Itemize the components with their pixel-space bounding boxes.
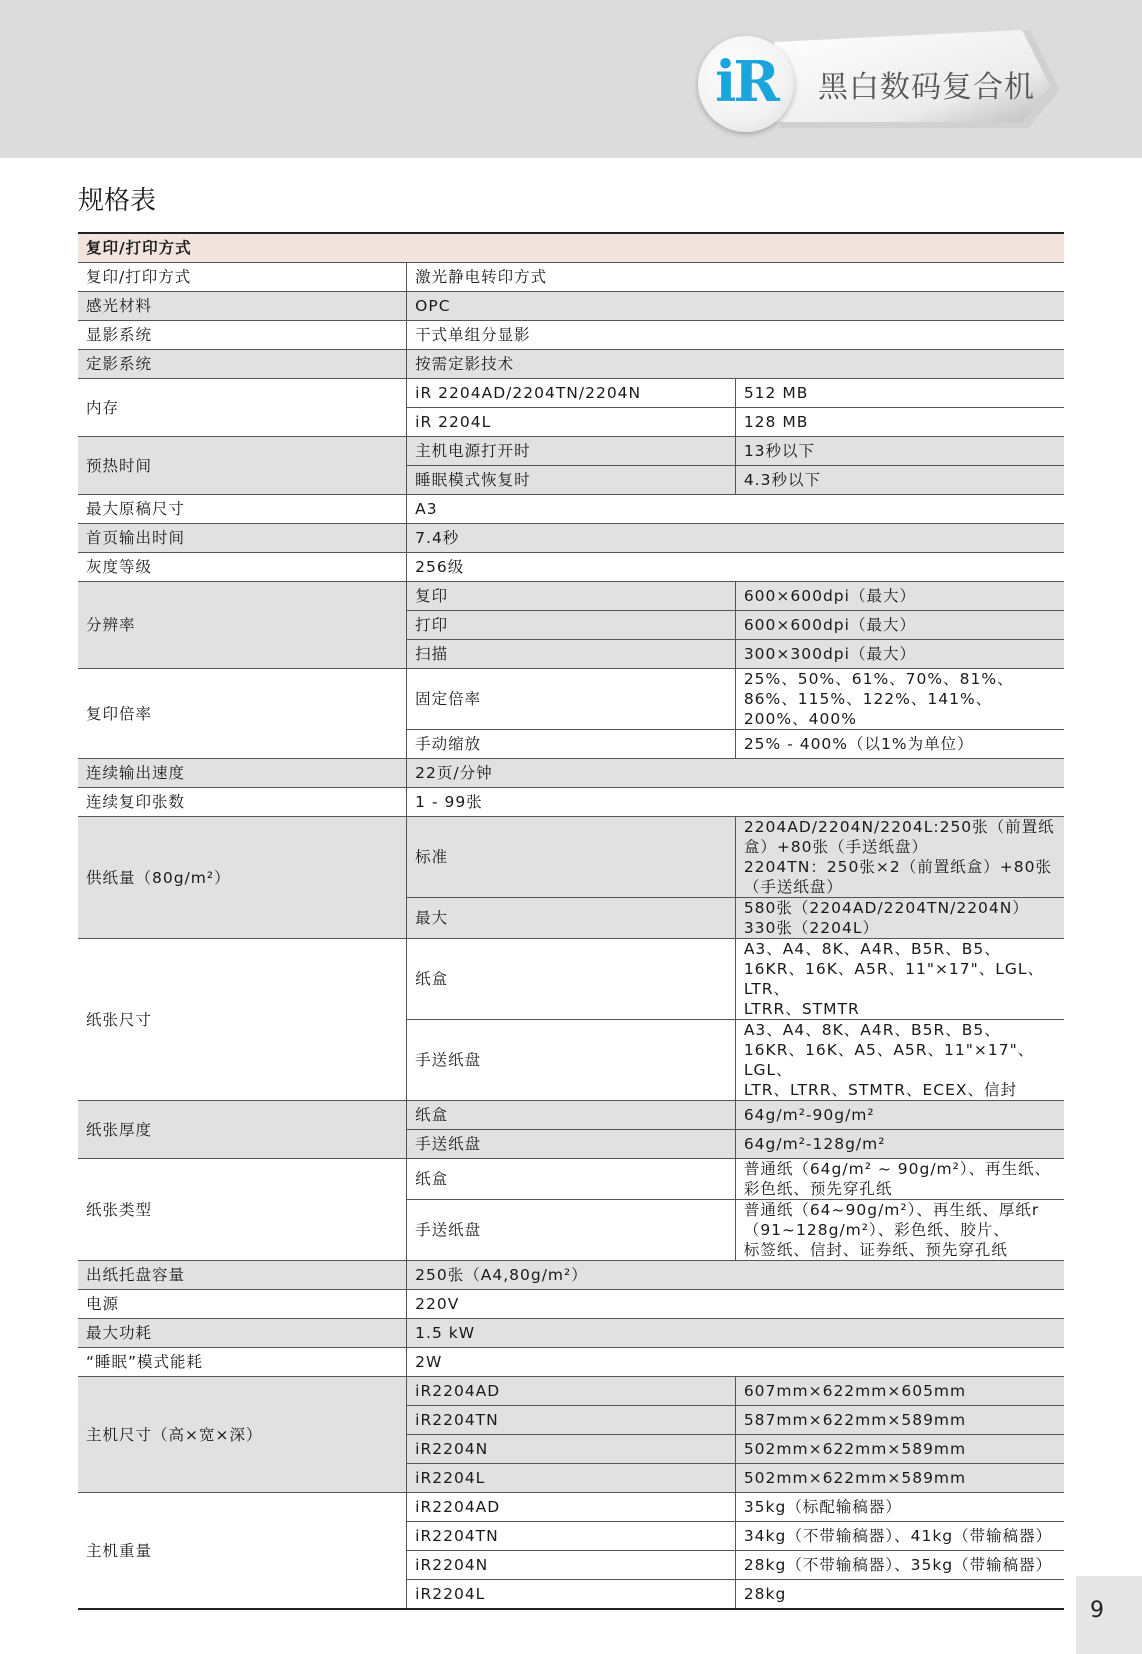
row-label: 最大原稿尺寸 [78, 495, 407, 524]
row-sub-value [735, 730, 1064, 759]
row-label: 显影系统 [78, 321, 407, 350]
value-line: 34kg（不带输稿器）、41kg（带输稿器） [743, 1527, 1053, 1545]
row-sub-label: iR2204L [407, 1580, 736, 1610]
row-sub-value [735, 1020, 1064, 1101]
table-row [78, 582, 1064, 611]
table-row [78, 939, 1064, 1020]
row-value: OPC [407, 292, 1064, 321]
table-row [78, 1493, 1064, 1522]
row-label: 主机尺寸（高×宽×深） [78, 1377, 407, 1493]
row-sub-label: 打印 [407, 611, 736, 640]
row-value: 250张（A4,80g/m²） [407, 1261, 1064, 1290]
row-sub-label: iR2204N [407, 1435, 736, 1464]
value-line: 28kg（不带输稿器）、35kg（带输稿器） [743, 1556, 1053, 1574]
value-line: 35kg（标配输稿器） [743, 1498, 902, 1516]
table-row [78, 495, 1064, 524]
row-label: “睡眠”模式能耗 [78, 1348, 407, 1377]
table-row [78, 1261, 1064, 1290]
row-sub-value [735, 379, 1064, 408]
row-sub-label: iR 2204AD/2204TN/2204N [407, 379, 736, 408]
row-value: 22页/分钟 [407, 759, 1064, 788]
row-sub-label: 睡眠模式恢复时 [407, 466, 736, 495]
ir-logo: iR [715, 49, 777, 115]
row-sub-value [735, 1101, 1064, 1130]
row-label: 最大功耗 [78, 1319, 407, 1348]
value-line: 587mm×622mm×589mm [743, 1411, 967, 1429]
table-row [78, 1319, 1064, 1348]
table-row [78, 379, 1064, 408]
section-head-row [78, 233, 1064, 263]
value-line: 607mm×622mm×605mm [743, 1382, 967, 1400]
value-line: 2204AD/2204N/2204L:250张（前置纸盒）+80张（手送纸盘） [743, 818, 1055, 856]
row-label: 灰度等级 [78, 553, 407, 582]
row-sub-label: 纸盒 [407, 1159, 736, 1200]
row-sub-value [735, 669, 1064, 730]
value-line: A3、A4、8K、A4R、B5R、B5、16KR、16K、A5R、11"×17"、LGL、LTR、 [743, 940, 1045, 998]
row-value: 2W [407, 1348, 1064, 1377]
row-sub-label: 扫描 [407, 640, 736, 669]
row-label: 纸张尺寸 [78, 939, 407, 1101]
spec-table [78, 232, 1064, 1610]
row-sub-value [735, 611, 1064, 640]
row-sub-label: 复印 [407, 582, 736, 611]
row-sub-label: 固定倍率 [407, 669, 736, 730]
row-label: 定影系统 [78, 350, 407, 379]
row-label: 预热时间 [78, 437, 407, 495]
row-sub-label: 手送纸盘 [407, 1200, 736, 1261]
row-value: 干式单组分显影 [407, 321, 1064, 350]
row-sub-value [735, 640, 1064, 669]
row-sub-value [735, 1159, 1064, 1200]
row-sub-label: iR2204N [407, 1551, 736, 1580]
table-row [78, 1377, 1064, 1406]
row-label: 连续复印张数 [78, 788, 407, 817]
page-number-box [1076, 1576, 1142, 1654]
value-line: A3、A4、8K、A4R、B5R、B5、16KR、16K、A5、A5R、11"×17"、LGL、 [743, 1021, 1035, 1079]
table-row [78, 524, 1064, 553]
table-row [78, 350, 1064, 379]
row-value: 7.4秒 [407, 524, 1064, 553]
row-sub-label: 纸盒 [407, 1101, 736, 1130]
row-label: 内存 [78, 379, 407, 437]
row-sub-label: 最大 [407, 898, 736, 939]
row-sub-label: iR2204AD [407, 1493, 736, 1522]
row-label: 连续输出速度 [78, 759, 407, 788]
row-sub-label: iR2204TN [407, 1406, 736, 1435]
row-sub-value [735, 466, 1064, 495]
product-title: 黑白数码复合机 [818, 70, 1035, 105]
value-line: 28kg [743, 1585, 787, 1603]
row-value: 激光静电转印方式 [407, 263, 1064, 292]
table-row [78, 321, 1064, 350]
row-sub-value [735, 1406, 1064, 1435]
table-row [78, 1348, 1064, 1377]
row-sub-value [735, 1464, 1064, 1493]
row-sub-value [735, 1435, 1064, 1464]
row-value: 220V [407, 1290, 1064, 1319]
row-sub-label: 主机电源打开时 [407, 437, 736, 466]
value-line: 64g/m²-90g/m² [743, 1106, 875, 1124]
row-sub-value [735, 1551, 1064, 1580]
value-line: 25% - 400%（以1%为单位） [743, 735, 974, 753]
row-value: 1 - 99张 [407, 788, 1064, 817]
row-sub-value [735, 939, 1064, 1020]
row-sub-label: 手送纸盘 [407, 1130, 736, 1159]
value-line: 普通纸（64~90g/m²）、再生纸、厚纸r（91~128g/m²）、彩色纸、胶片、 [743, 1201, 1040, 1239]
row-sub-value [735, 437, 1064, 466]
table-row [78, 1101, 1064, 1130]
value-line: 64g/m²-128g/m² [743, 1135, 886, 1153]
value-line: 300×300dpi（最大） [743, 645, 916, 663]
table-row [78, 553, 1064, 582]
row-value: 256级 [407, 553, 1064, 582]
table-row [78, 788, 1064, 817]
value-line: LTR、LTRR、STMTR、ECEX、信封 [743, 1081, 1018, 1099]
row-sub-value [735, 1580, 1064, 1610]
row-label: 出纸托盘容量 [78, 1261, 407, 1290]
row-value: 1.5 kW [407, 1319, 1064, 1348]
row-label: 供纸量（80g/m²） [78, 817, 407, 939]
table-row [78, 759, 1064, 788]
row-sub-value [735, 582, 1064, 611]
row-label: 首页输出时间 [78, 524, 407, 553]
row-sub-value [735, 898, 1064, 939]
section-title: 规格表 [78, 186, 157, 216]
row-sub-label: iR2204TN [407, 1522, 736, 1551]
row-sub-label: 纸盒 [407, 939, 736, 1020]
row-value: A3 [407, 495, 1064, 524]
section-head: 复印/打印方式 [78, 233, 1064, 263]
value-line: 502mm×622mm×589mm [743, 1440, 967, 1458]
row-sub-label: iR2204AD [407, 1377, 736, 1406]
value-line: 13秒以下 [743, 442, 816, 460]
row-sub-label: iR2204L [407, 1464, 736, 1493]
table-row [78, 1290, 1064, 1319]
ir-logo-badge [698, 36, 794, 132]
table-row [78, 292, 1064, 321]
row-sub-value [735, 1493, 1064, 1522]
row-sub-value [735, 1522, 1064, 1551]
value-line: 4.3秒以下 [743, 471, 821, 489]
table-row [78, 669, 1064, 730]
value-line: 600×600dpi（最大） [743, 587, 916, 605]
value-line: 580张（2204AD/2204TN/2204N） 330张（2204L） [743, 899, 1029, 937]
row-sub-label: iR 2204L [407, 408, 736, 437]
value-line: 25%、50%、61%、70%、81%、86%、115%、122%、141%、200%、400% [743, 670, 1014, 728]
row-label: 纸张厚度 [78, 1101, 407, 1159]
table-row [78, 1159, 1064, 1200]
row-value: 按需定影技术 [407, 350, 1064, 379]
table-row [78, 817, 1064, 898]
row-sub-value [735, 817, 1064, 898]
row-sub-value [735, 408, 1064, 437]
row-label: 主机重量 [78, 1493, 407, 1610]
row-label: 分辨率 [78, 582, 407, 669]
row-sub-label: 手送纸盘 [407, 1020, 736, 1101]
row-sub-value [735, 1200, 1064, 1261]
page-number: 9 [1090, 1598, 1104, 1623]
value-line: 502mm×622mm×589mm [743, 1469, 967, 1487]
table-row [78, 437, 1064, 466]
value-line: 512 MB [743, 384, 809, 402]
row-sub-value [735, 1377, 1064, 1406]
row-sub-label: 标准 [407, 817, 736, 898]
value-line: 2204TN：250张×2（前置纸盒）+80张（手送纸盘） [743, 858, 1052, 896]
row-sub-value [735, 1130, 1064, 1159]
value-line: 128 MB [743, 413, 809, 431]
row-label: 电源 [78, 1290, 407, 1319]
table-row [78, 263, 1064, 292]
row-label: 复印倍率 [78, 669, 407, 759]
value-line: 600×600dpi（最大） [743, 616, 916, 634]
value-line: 普通纸（64g/m² ~ 90g/m²）、再生纸、彩色纸、预先穿孔纸 [743, 1160, 1052, 1198]
value-line: 标签纸、信封、证券纸、预先穿孔纸 [743, 1241, 1008, 1259]
row-label: 感光材料 [78, 292, 407, 321]
row-label: 纸张类型 [78, 1159, 407, 1261]
row-label: 复印/打印方式 [78, 263, 407, 292]
value-line: LTRR、STMTR [743, 1000, 860, 1018]
row-sub-label: 手动缩放 [407, 730, 736, 759]
